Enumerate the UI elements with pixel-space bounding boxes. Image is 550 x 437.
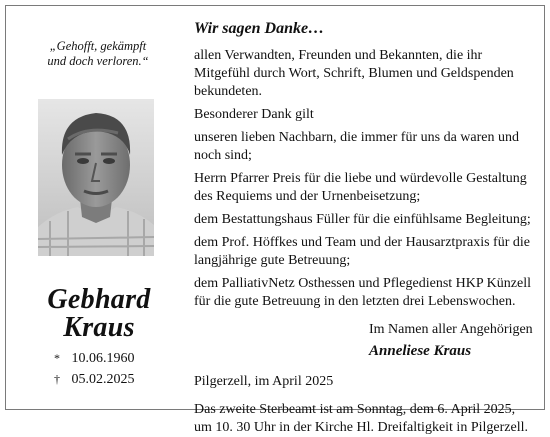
memorial-quote xyxy=(28,39,168,69)
paragraph: dem Prof. Höffkes und Team und der Hausarztpraxis für die langjährige gute Betreuung; xyxy=(194,235,530,268)
quote-line: „Gehofft, gekämpft xyxy=(49,39,147,53)
paragraph: dem Bestattungshaus Füller für die einfühlsame Begleitung; xyxy=(194,212,531,227)
obituary-card xyxy=(5,5,545,435)
last-name: Kraus xyxy=(63,312,135,343)
signature-block xyxy=(194,321,534,361)
heading: Wir sagen Danke… xyxy=(194,20,325,37)
life-dates xyxy=(54,348,164,390)
birth-date: 10.06.1960 xyxy=(71,351,135,366)
signature-name: Anneliese Kraus xyxy=(369,343,472,359)
thank-you-text xyxy=(194,19,534,437)
place-date: Pilgerzell, im April 2025 xyxy=(194,374,334,389)
cross-icon: † xyxy=(54,372,60,386)
birth-row xyxy=(54,348,164,369)
signature-intro: Im Namen aller Angehörigen xyxy=(369,322,533,337)
paragraph: dem PalliativNetz Osthessen und Pflegedienst HKP Künzell für die gute Betreuung in den letzten drei Lebenswochen. xyxy=(194,276,531,309)
final-note: Das zweite Sterbeamt ist am Sonntag, dem 6. April 2025, um 10. 30 Uhr in der Kirche Hl. Dreifaltigkeit in Pilgerzell. xyxy=(194,402,528,435)
birth-symbol: * xyxy=(54,351,60,365)
paragraph: Besonderer Dank gilt xyxy=(194,107,314,122)
quote-line: und doch verloren.“ xyxy=(47,54,149,68)
first-name: Gebhard xyxy=(47,284,151,315)
death-date: 05.02.2025 xyxy=(71,372,135,387)
portrait-photo xyxy=(38,99,154,256)
deceased-name xyxy=(24,286,174,342)
paragraph: Herrn Pfarrer Preis für die liebe und würdevolle Gestaltung des Requiems und der Urnenbeisetzung; xyxy=(194,171,527,204)
paragraph: allen Verwandten, Freunden und Bekannten, die ihr Mitgefühl durch Wort, Schrift, Blumen und Geldspenden bekundeten. xyxy=(194,48,514,99)
paragraph: unseren lieben Nachbarn, die immer für uns da waren und noch sind; xyxy=(194,130,519,163)
death-row xyxy=(54,369,164,390)
